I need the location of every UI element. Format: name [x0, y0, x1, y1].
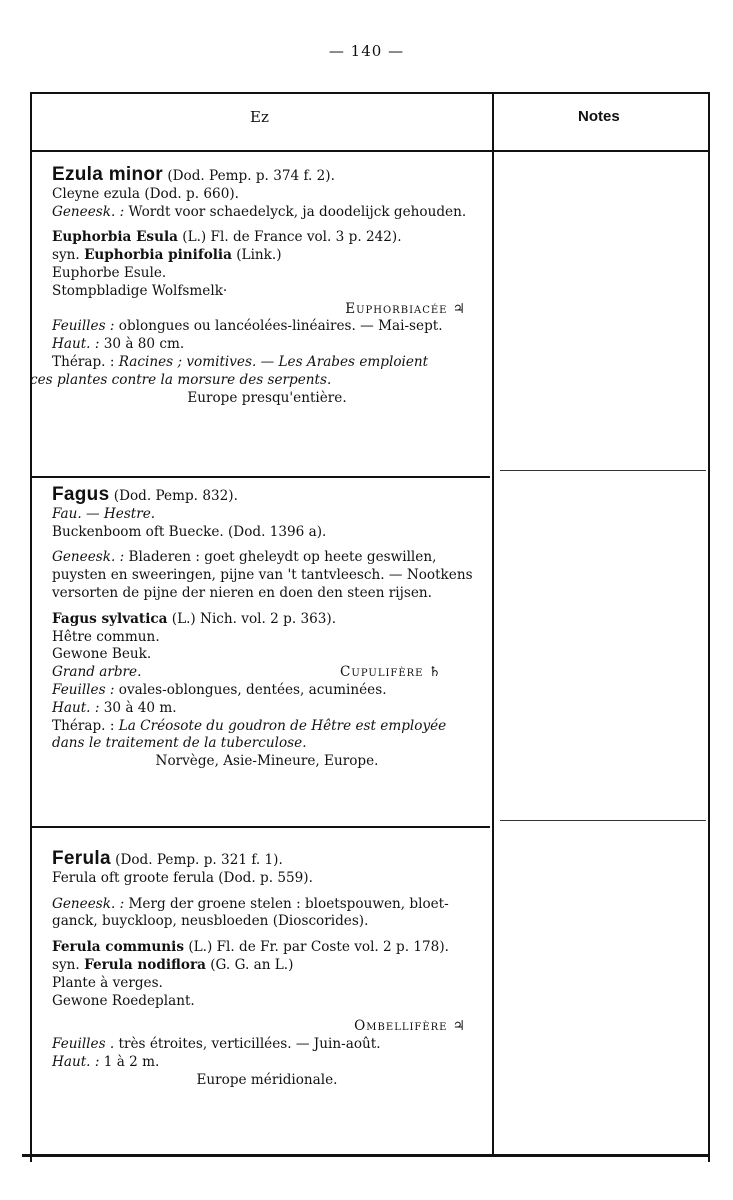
entry-ferula: Ferula (Dod. Pemp. p. 321 f. 1). Ferula oft groote ferula (Dod. p. 559). Geneesk. : Merg der groene stelen : bloetspouwen, bloet- ganck, buyckloop, neusbloeden (Dioscorides). Ferula communis (L.) Fl. de Fr. par Coste vol. 2 p. 178). syn. Ferula nodiflora (G. G. an L.) Plante à verges. Gewone Roedeplant. Ombellifère ♃ Feuilles . très étroites, verticillées. — Juin-août. Haut. : 1 à 2 m. Europe méridionale.	[52, 850, 482, 1090]
entry-title: Fagus	[52, 484, 110, 505]
french-name: Hêtre commun.	[52, 628, 160, 645]
family-label: Euphorbiacée ♃	[345, 300, 466, 317]
region: Norvège, Asie-Mineure, Europe.	[155, 753, 379, 770]
header-separator	[30, 150, 708, 152]
notes-rule	[500, 470, 706, 471]
column-separator	[492, 92, 494, 1154]
entry-separator	[30, 826, 490, 828]
dutch-name: Stompbladige Wolfsmelk·	[52, 282, 228, 299]
region: Europe presqu'entière.	[187, 389, 347, 406]
column-header-notes: Notes	[578, 108, 620, 125]
dutch-name: Gewone Roedeplant.	[52, 992, 195, 1009]
entry-ezula: Ezula minor (Dod. Pemp. p. 374 f. 2). Cleyne ezula (Dod. p. 660). Geneesk. : Wordt voor schaedelyck, ja doodelijck gehouden. Euphorbia Esula (L.) Fl. de France vol. 3 p. 242). syn. Euphorbia pinifolia (Link.) Euphorbe Esule. Stompbladige Wolfsmelk· Euphorbiacée ♃ Feuilles : oblongues ou lancéolées-linéaires. — Mai-sept. Haut. : 30 à 80 cm. Thérap. : Racines ; vomitives. — Les Arabes emploient ces plantes contre la morsure des serpents. Europe presqu'entière.	[52, 166, 482, 407]
page-number: — 140 —	[328, 42, 405, 60]
entry-title: Ezula minor	[52, 164, 163, 185]
entry-separator	[30, 476, 490, 478]
entry-title: Ferula	[52, 848, 111, 869]
notes-rule	[500, 820, 706, 821]
entry-fagus: Fagus (Dod. Pemp. 832). Fau. — Hestre. Buckenboom oft Buecke. (Dod. 1396 a). Geneesk. : Bladeren : goet gheleydt op heete geswillen, puysten en sweeringen, pijne van 't tantvleesch. — Nootkens versorten de pijne der nieren en doen den steen rijsen. Fagus sylvatica (L.) Nich. vol. 2 p. 363). Hêtre commun. Gewone Beuk. Grand arbre. Cupulifère ♄ Feuilles : ovales-oblongues, dentées, acuminées. Haut. : 30 à 40 m. Thérap. : La Créosote du goudron de Hêtre est employée dans le traitement de la tuberculose. Norvège, Asie-Mineure, Europe.	[52, 486, 482, 771]
column-header-main: Ez	[250, 108, 269, 126]
french-name: Plante à verges.	[52, 974, 163, 991]
region: Europe méridionale.	[196, 1071, 338, 1088]
dutch-name: Gewone Beuk.	[52, 646, 152, 663]
entry-line: Cleyne ezula (Dod. p. 660).	[52, 185, 239, 202]
french-name: Euphorbe Esule.	[52, 264, 167, 281]
family-label: Ombellifère ♃	[354, 1018, 466, 1035]
family-label: Cupulifère ♄	[340, 664, 442, 681]
table-bottom-rule	[22, 1154, 710, 1157]
